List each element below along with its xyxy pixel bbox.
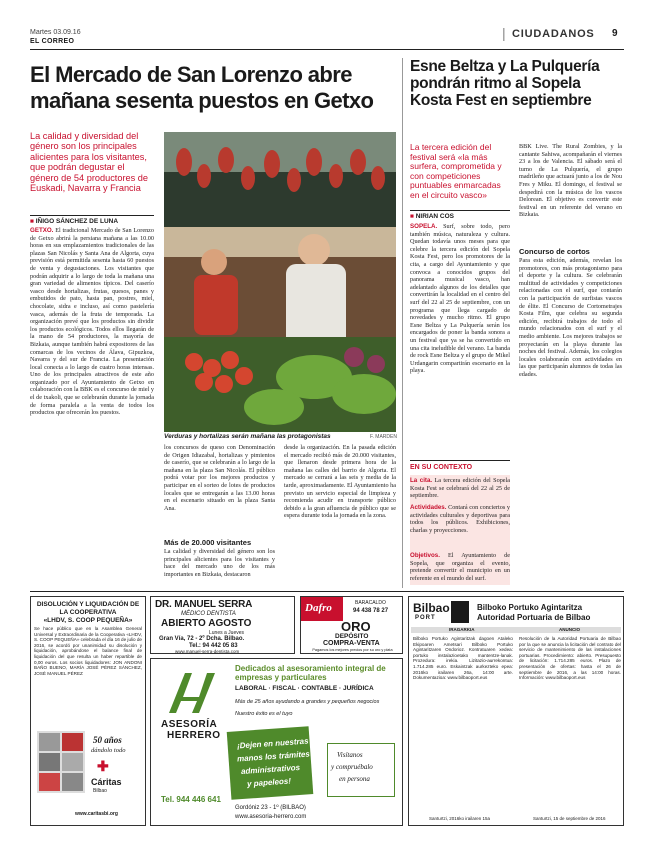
ase-address: Gordóniz 23 - 1º (BILBAO) bbox=[235, 805, 306, 811]
gold-line2: COMPRA-VENTA bbox=[323, 640, 380, 647]
page-number: 9 bbox=[612, 28, 618, 39]
right-col2b: Para esta edición, además, revelan los promotores, con más protagonismo para el deporte y la cultura. Se celebrarán multitud de actividades y competiciones relacionadas con el surf, que contarán con la participación de surfistas vascos de élite. El Concurso de Cortometrajes Kosta Film, que celebra su segunda edición, recibirá trabajos de todo el mundo relacionados con el surf y el medio ambiente. Los mejores trabajos se proyectarán en la playa durante las noches del festival. Además, los colegios locales colaborarán con actividades en las que participarán alumnos de todas las edades. bbox=[519, 257, 622, 378]
caritas-collage-icon bbox=[37, 731, 85, 793]
ase-phone: Tel. 944 446 641 bbox=[161, 795, 221, 804]
context-item-1: La cita. La tercera edición del Sopela Kosta Fest se celebrará del 22 al 25 de septiembre. bbox=[410, 477, 510, 499]
right-byline-name: NIRIAN COS bbox=[415, 213, 455, 220]
header-pipe: | bbox=[502, 25, 506, 41]
right-byline-rule bbox=[410, 210, 510, 211]
ase-slogan1: ¡Dejen en nuestras bbox=[236, 736, 309, 751]
gold-big: ORO bbox=[341, 619, 371, 634]
right-col2-subhead: Concurso de cortos bbox=[519, 247, 590, 256]
ase-stamp1: Visítanos bbox=[337, 751, 363, 759]
left-col2-subhead: Más de 20.000 visitantes bbox=[164, 538, 252, 547]
context-title: EN SU CONTEXTO bbox=[410, 464, 473, 471]
left-col3: desde la organización. En la pasada edición el mercado recibió más de 20.000 visitantes, que llenaron desde primera hora de la mañana las calles del barrio de Algorta. El mercado se cerrará a las seis y media de la tarde, aproximadamente. El Ayuntamiento ha previsto un servicio especial de limpieza y recomienda acudir en transporte público debido a la gran afluencia de público que se espera durante toda la jornada en la zona. bbox=[284, 444, 396, 520]
right-lead: La tercera edición del festival será «la más surfera, comprometida y con competiciones puntuables enmarcadas en el circuito vasco» bbox=[410, 143, 502, 200]
right-byline-marker: ■ bbox=[410, 213, 416, 220]
ad2-hours: Lunes a Jueves bbox=[209, 630, 245, 636]
left-byline bbox=[30, 218, 118, 225]
left-headline-2: mañana sesenta puestos en Getxo bbox=[30, 88, 374, 113]
left-col2b: La calidad y diversidad del género son los principales alicientes para los visitantes y hace del mercado uno de los más importantes en Bizkaia, destacaron bbox=[164, 548, 275, 578]
ad2-open: ABIERTO AGOSTO bbox=[161, 618, 252, 629]
right-byline bbox=[410, 213, 454, 220]
market-photo bbox=[164, 132, 396, 432]
asesoria-logo-icon bbox=[165, 669, 219, 717]
ad-bilbao-port bbox=[408, 596, 624, 826]
byline-marker: ■ bbox=[30, 218, 36, 225]
right-col1 bbox=[410, 223, 510, 448]
market-photo-illustration bbox=[164, 132, 396, 432]
port-col-a-head: IRAGARKIA bbox=[449, 627, 475, 632]
gold-small: Pagamos los mejores precios por su oro y plata bbox=[312, 648, 393, 652]
context-item-3: Objetivos. El Ayuntamiento de Sopela, que organiza el evento, pretende convertir el municipio en un referente en el mundo del surf. bbox=[410, 552, 510, 582]
ase-stamp2: y compruébalo bbox=[331, 763, 373, 771]
gold-line1: DEPÓSITO bbox=[335, 633, 369, 640]
ads-top-rule bbox=[30, 591, 624, 592]
photo-credit: F. MARDEN bbox=[370, 434, 397, 440]
context-item-2: Actividades. Contará con conciertos y actividades culturales y deportivas para todos los públicos. Exhibiciones, charlas y proyecciones. bbox=[410, 504, 510, 534]
ase-slogan4: y papeleos! bbox=[246, 776, 292, 789]
left-byline-name: IÑIGO SÁNCHEZ DE LUNA bbox=[35, 218, 119, 225]
ase-logo: ASESORÍA bbox=[161, 719, 218, 730]
ad2-role: MÉDICO DENTISTA bbox=[181, 611, 236, 617]
column-divider bbox=[402, 58, 403, 588]
context-rule bbox=[410, 460, 510, 461]
header-date: Martes 03.09.16 bbox=[30, 29, 81, 36]
port-col-a: Bilboko Portuko Agintaritzak dagoen Ataleko Ekipoaren Ametsari Bilboko Portuko Agintaritzaren Ondorioz. Kontratuaren xedea: portuko instalazioetako mantentze-lanak. Prozedura: irekia. Lizitazio-aurrekontua: 1.714.285 euro. Eskaintzak aurkezteko epea: 2016ko irailaren 26a, 14:00 arte. Dokumentazioa: www.bilbaoport.eus bbox=[413, 636, 513, 681]
port-title1: Bilboko Portuko Agintaritza bbox=[477, 603, 583, 612]
ase-logo2: HERRERO bbox=[167, 730, 221, 741]
ase-web: www.asesoria-herrero.com bbox=[235, 814, 307, 820]
left-col2: los concursos de queso con Denominación de Origen Idiazabal, hortalizas y pimientos de caserío, que se celebrarán a lo largo de la mañana en la plaza San Nicolás. El público podrá votar por los mejores productos y participar en el sorteo de lotes de productos locales que se entregarán a las 13.00 horas en el escenario situado en la plaza Santa Ana. bbox=[164, 444, 275, 512]
gold-phone: 94 438 78 27 bbox=[353, 608, 389, 614]
ase-line2: Nuestro éxito es el tuyo bbox=[235, 711, 293, 717]
ad-gold bbox=[300, 596, 403, 654]
caritas-years: 50 años bbox=[93, 735, 122, 745]
port-logo1: Bilbao bbox=[413, 601, 450, 615]
section-title: CIUDADANOS bbox=[512, 28, 595, 40]
header-paper: EL CORREO bbox=[30, 38, 75, 45]
port-logo2: PORT bbox=[415, 615, 436, 621]
ad1-subtitle: «LHDV, S. COOP PEQUEÑA» bbox=[43, 617, 133, 624]
ad1-title: DISOLUCIÓN Y LIQUIDACIÓN DE LA COOPERATIVA bbox=[36, 601, 140, 616]
caritas-box bbox=[35, 723, 141, 823]
caritas-city: Bilbao bbox=[93, 788, 107, 794]
ad2-name: DR. MANUEL SERRA bbox=[155, 599, 253, 610]
photo-caption: Verduras y hortalizas serán mañana las protagonistas bbox=[164, 433, 331, 440]
byline-rule bbox=[30, 215, 154, 216]
left-lead: La calidad y diversidad del género son los principales alicientes para los visitantes, que podrán degustar el género de 54 productores de Euskadi, Navarra y Francia bbox=[30, 131, 148, 194]
port-sign-a: Santurtzi, 2016ko irailaren 15a bbox=[429, 816, 491, 821]
ad2-web: www.manuel-serra-dentista.com bbox=[175, 649, 240, 654]
header-rule bbox=[30, 49, 624, 50]
ase-services: LABORAL · FISCAL · CONTABLE · JURÍDICA bbox=[235, 685, 374, 692]
caritas-cross-icon: ✚ bbox=[97, 760, 109, 775]
port-col-b-head: ANUNCIO bbox=[559, 627, 580, 632]
ase-slogan2: manos los trámites bbox=[236, 749, 311, 764]
left-col1-text: El tradicional Mercado de San Lorenzo de Getxo abrirá la persiana mañana a las 10.00 horas en sus emplazamientos tradicionales de las plazas San Nicolás y Santa Ana de Algorta, cuya previsión está permitida sesenta hasta 60 puestos de venta y degustaciones. Los visitantes que podrán adquirir a lo largo de toda la mañana una gran variedad de alimentos típicos. Del caserío vasco desde hortalizas, frutas, quesos, panes y embutidos de pato, hasta pan, postres, miel, chocolate, sidra e incluso, así como pastelería vasca, además de la fruta de temporada. La organización prevé que los productos sin dividir los productos ecológicos. Todos ellos llegarán de la mano de 54 productores, la mayoría de Bizkaia, aunque también habrá expositores de las comarcas de los vecinos de Álava, Gipuzkoa, Navarra y del sur de Francia. La presentación local conecta a lo largo de cuatro horas intensas. Uno de los principales atractivos de este año organizado por el Ayuntamiento de Getxo en colaboración con la BBK es el concurso de miel y el de txakoli, que se celebrarán durante la jornada de forma paralela a la venta de todos los productos que ofrecerán los puestos. bbox=[30, 227, 154, 417]
caritas-sub: dándolo todo bbox=[91, 747, 126, 754]
left-headline-1: El Mercado de San Lorenzo abre bbox=[30, 62, 352, 87]
right-col2: BBK Live. The Rural Zombies, y la cantante Sahiwa, acompañarán el viernes 23 a los de Valencia. El sábado será el turno de La Pulquería, el grupo madrileño que actuará junto a los de Nou Fres y Miku. El domingo, el festival se despedirá con la música de los vascos Delorean. El objetivo es convertir este festival en un referente del verano en Bizkaia. bbox=[519, 143, 622, 219]
port-logo-icon bbox=[451, 601, 469, 623]
ad2-address: Gran Vía, 72 - 2º Dcha. Bilbao. bbox=[159, 636, 245, 642]
caritas-web: www.caritasbi.org bbox=[75, 811, 118, 817]
ase-slogan3: administrativos bbox=[240, 762, 301, 777]
port-head-bar bbox=[411, 627, 621, 633]
ase-stamp3: en persona bbox=[339, 775, 370, 783]
ad1-body: Se hace público que en la Asamblea General Universal y Extraordinaria de la Cooperativa «LHDV, S. COOP PEQUEÑA» celebrada el día 16 de julio de 2016, se acordó por unanimidad su disolución y liquidación, aprobándose el balance final de liquidación del que resulta un haber repartible de 0,00 euros. Los socios liquidadores: JON ANDONI BAÑO BUENO, MARÍA JOSÉ PÉREZ SÁNCHEZ, JOSÉ MANUEL PÉREZ bbox=[34, 626, 142, 676]
ad-cooperative bbox=[30, 596, 146, 826]
port-sign-b: Santurtzi, 15 de septiembre de 2016 bbox=[533, 816, 606, 821]
gold-city: BARACALDO bbox=[355, 600, 386, 606]
ad-asesoria bbox=[150, 658, 403, 826]
right-headline: Esne Beltza y La Pulquería pondrán ritmo al Sopela Kosta Fest en septiembre bbox=[410, 58, 600, 109]
ase-line1: Más de 25 años ayudando a grandes y pequeños negocios bbox=[235, 699, 380, 705]
ad-dentist bbox=[150, 596, 295, 654]
left-place: GETXO. bbox=[30, 227, 54, 234]
right-col1-text: Surf, sobre todo, pero también música, naturaleza y cultura. Quedan todavía unos meses para que celebre la tercera edición del Sopela Kosta Fest, pero los promotores de la cita, a cargo del Ayuntamiento y que convoca a conocidos grupos del panorama musical vasco, han adelantado algunos de los detalles que convertirán la localidad en el centro del surf del 22 al 25 de septiembre, con un programa que llega cargado de novedades y mucho ritmo. El grupo Esne Beltza y La Pulquería serán los encargados de poner la banda sonora a un festival que ya se ha convertido en una cita ineludible del verano. La banda de rock Esne Beltza y el grupo de Mikel Urdangarin compartirán escenario en la playa. bbox=[410, 223, 510, 375]
ad2-phone: Tel.: 94 442 05 83 bbox=[189, 643, 238, 649]
right-place: SOPELA. bbox=[410, 223, 438, 230]
caritas-name: Cáritas bbox=[91, 777, 122, 787]
gold-brand: Dafro bbox=[305, 602, 332, 614]
ase-tagline: Dedicados al asesoramiento integral de empresas y particulares bbox=[235, 664, 386, 682]
port-col-b: Resolución de la Autoridad Portuaria de Bilbao por la que se anuncia la licitación del contrato del servicio de mantenimiento de las instalaciones portuarias. Procedimiento: abierto. Presupuesto de licitación: 1.714.285 euros. Plazo de presentación de ofertas: hasta el 26 de septiembre de 2016, a las 14:00 horas. Información: www.bilbaoport.eus bbox=[519, 636, 621, 681]
port-title2: Autoridad Portuaria de Bilbao bbox=[477, 613, 591, 622]
